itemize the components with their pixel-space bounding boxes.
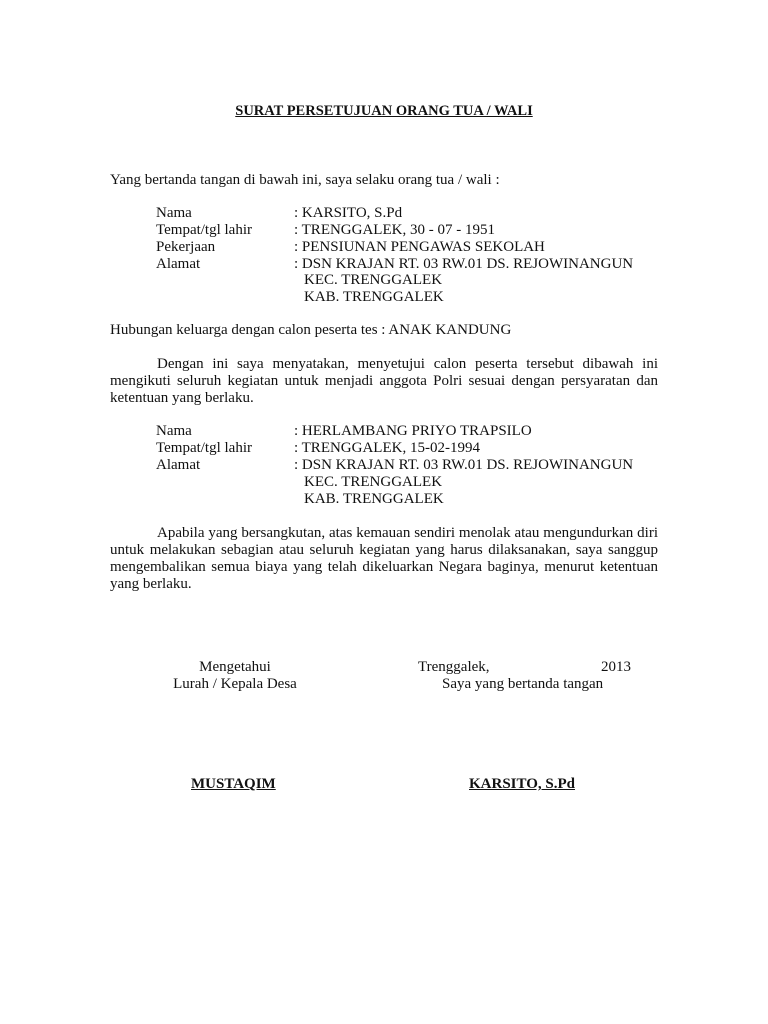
candidate-birth-label: Tempat/tgl lahir [156, 440, 253, 456]
parent-address-line3: KAB. TRENGGALEK [304, 289, 444, 305]
signature-left-line2: Lurah / Kepala Desa [173, 676, 297, 692]
signature-year: 2013 [601, 659, 631, 675]
closing-paragraph [110, 525, 658, 593]
parent-address-label: Alamat [156, 256, 201, 272]
candidate-address-line3: KAB. TRENGGALEK [304, 491, 444, 507]
parent-birth-label: Tempat/tgl lahir [156, 222, 253, 238]
statement-paragraph [110, 356, 658, 407]
signature-place: Trenggalek, [418, 659, 490, 675]
parent-job-label: Pekerjaan [156, 239, 216, 255]
closing-text: Apabila yang bersangkutan, atas kemauan sendiri menolak atau mengundurkan diri untuk melakukan sebagian atau seluruh kegiatan yang harus dilaksanakan, saya sanggup mengembalikan semua biaya yang telah dikeluarkan Negara baginya, menurut ketentuan yang berlaku. [110, 525, 658, 592]
parent-address-value: : DSN KRAJAN RT. 03 RW.01 DS. REJOWINANGUN [294, 256, 634, 272]
relation-text: Hubungan keluarga dengan calon peserta tes : ANAK KANDUNG [110, 322, 512, 338]
candidate-name-value: : HERLAMBANG PRIYO TRAPSILO [294, 423, 532, 439]
parent-job-value: : PENSIUNAN PENGAWAS SEKOLAH [294, 239, 545, 255]
candidate-address-line2: KEC. TRENGGALEK [304, 474, 443, 490]
parent-address-line2: KEC. TRENGGALEK [304, 272, 443, 288]
candidate-name-label: Nama [156, 423, 192, 439]
document-title: SURAT PERSETUJUAN ORANG TUA / WALI [235, 103, 533, 119]
signature-left-name: MUSTAQIM [191, 776, 276, 792]
candidate-birth-value: : TRENGGALEK, 15-02-1994 [294, 440, 480, 456]
signature-left-line1: Mengetahui [199, 659, 271, 675]
parent-birth-value: : TRENGGALEK, 30 - 07 - 1951 [294, 222, 495, 238]
parent-name-label: Nama [156, 205, 192, 221]
statement-text: Dengan ini saya menyatakan, menyetujui calon peserta tersebut dibawah ini mengikuti seluruh kegiatan untuk menjadi anggota Polri sesuai dengan persyaratan dan ketentuan yang berlaku. [110, 356, 658, 406]
candidate-address-value: : DSN KRAJAN RT. 03 RW.01 DS. REJOWINANGUN [294, 457, 634, 473]
intro-text: Yang bertanda tangan di bawah ini, saya selaku orang tua / wali : [110, 172, 500, 188]
candidate-address-label: Alamat [156, 457, 201, 473]
signature-right-name: KARSITO, S.Pd [469, 776, 576, 792]
parent-name-value: : KARSITO, S.Pd [294, 205, 403, 221]
signature-right-line2: Saya yang bertanda tangan [442, 676, 604, 692]
